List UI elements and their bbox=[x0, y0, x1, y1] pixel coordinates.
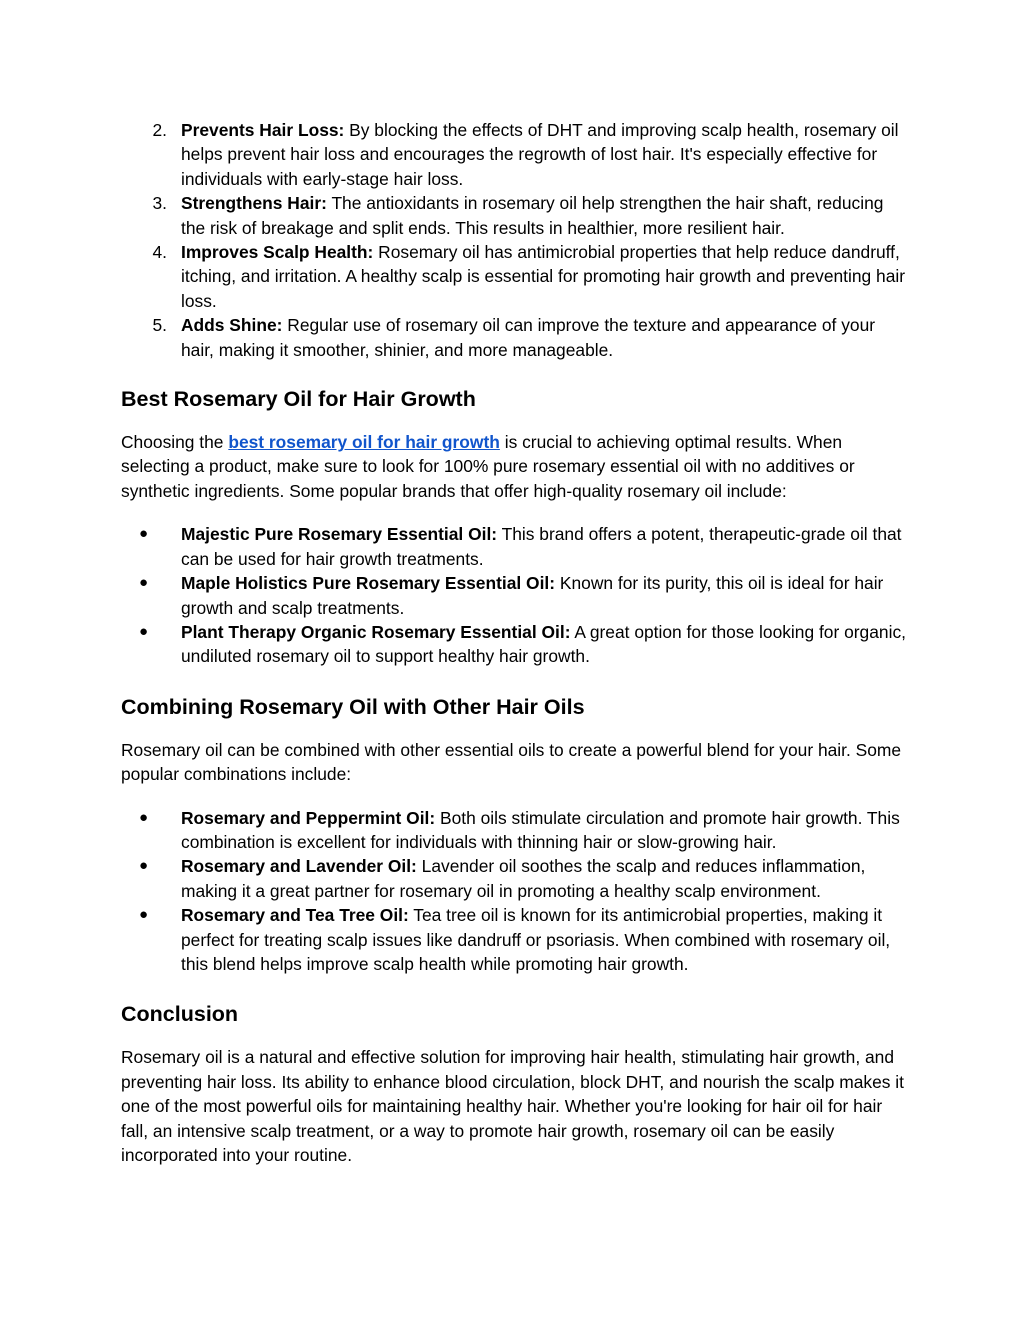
list-item-term: Rosemary and Peppermint Oil: bbox=[181, 807, 436, 828]
list-item bbox=[121, 118, 911, 191]
list-item bbox=[121, 313, 911, 362]
list-number: 5. bbox=[152, 315, 167, 336]
list-item-text: The antioxidants in rosemary oil help strengthen the hair shaft, reducing the risk of breakage and split ends. This results in healthier, more resilient hair. bbox=[181, 193, 884, 238]
list-item bbox=[121, 522, 911, 571]
benefits-numbered-list bbox=[121, 118, 911, 362]
list-item-text: By blocking the effects of DHT and improving scalp health, rosemary oil helps prevent hair loss and encourages the regrowth of lost hair. It's especially effective for individuals with early-stage hair loss. bbox=[181, 120, 899, 189]
list-item-term: Strengthens Hair: bbox=[181, 193, 327, 214]
list-item bbox=[121, 806, 911, 855]
list-item-term: Rosemary and Lavender Oil: bbox=[181, 856, 417, 877]
list-item-term: Majestic Pure Rosemary Essential Oil: bbox=[181, 524, 498, 545]
list-item-text: Regular use of rosemary oil can improve the texture and appearance of your hair, making it smoother, shinier, and more manageable. bbox=[181, 315, 876, 360]
bullet-icon: ● bbox=[139, 574, 149, 592]
list-item bbox=[121, 903, 911, 976]
list-item-term: Adds Shine: bbox=[181, 315, 283, 336]
document-body bbox=[121, 118, 911, 1167]
best-oil-intro-paragraph bbox=[121, 430, 911, 503]
bullet-icon: ● bbox=[139, 857, 149, 875]
list-item-text: A great option for those looking for organic, undiluted rosemary oil to support healthy hair growth. bbox=[181, 621, 906, 667]
intro-text-after-link: is crucial to achieving optimal results. When selecting a product, make sure to look for 100% pure rosemary essential oil with no additives or synthetic ingredients. Some popular brands that offer high-quality rosemary oil include: bbox=[121, 432, 855, 501]
brands-bullet-list bbox=[121, 522, 911, 668]
section-heading-best-rosemary-oil: Best Rosemary Oil for Hair Growth bbox=[121, 387, 476, 412]
list-item bbox=[121, 854, 911, 903]
section-heading-combining-oils: Combining Rosemary Oil with Other Hair Oils bbox=[121, 694, 585, 719]
list-item bbox=[121, 620, 911, 669]
list-item-text: Lavender oil soothes the scalp and reduces inflammation, making it a great partner for rosemary oil in promoting a healthy scalp environment. bbox=[181, 856, 866, 901]
bullet-icon: ● bbox=[139, 808, 149, 826]
bullet-icon: ● bbox=[139, 622, 149, 640]
list-number: 3. bbox=[152, 193, 167, 214]
bullet-icon: ● bbox=[139, 906, 149, 924]
list-item-term: Maple Holistics Pure Rosemary Essential Oil: bbox=[181, 573, 556, 594]
conclusion-paragraph: Rosemary oil is a natural and effective solution for improving hair health, stimulating hair growth, and preventing hair loss. Its ability to enhance blood circulation, block DHT, and nourish the scalp makes it one of the most powerful oils for maintaining healthy hair. Whether you're looking for hair oil for hair fall, an intensive scalp treatment, or a way to promote hair growth, rosemary oil can be easily incorporated into your routine. bbox=[121, 1047, 904, 1165]
list-item bbox=[121, 191, 911, 240]
best-rosemary-oil-link[interactable]: best rosemary oil for hair growth bbox=[228, 432, 500, 453]
list-item bbox=[121, 240, 911, 313]
intro-text-before-link: Choosing the bbox=[121, 432, 229, 453]
list-item-text: Rosemary oil has antimicrobial properties that help reduce dandruff, itching, and irritation. A healthy scalp is essential for promoting hair growth and preventing hair loss. bbox=[181, 242, 906, 311]
list-item-text: This brand offers a potent, therapeutic-grade oil that can be used for hair growth treatments. bbox=[181, 524, 902, 569]
list-item-term: Prevents Hair Loss: bbox=[181, 120, 345, 140]
combinations-bullet-list bbox=[121, 806, 911, 977]
list-item-text: Both oils stimulate circulation and promote hair growth. This combination is excellent for individuals with thinning hair or slow-growing hair. bbox=[181, 807, 900, 852]
section-heading-conclusion: Conclusion bbox=[121, 1002, 239, 1027]
list-number: 2. bbox=[152, 120, 167, 140]
combining-intro-paragraph: Rosemary oil can be combined with other essential oils to create a powerful blend for your hair. Some popular combinations include: bbox=[121, 739, 902, 785]
list-item bbox=[121, 571, 911, 620]
list-number: 4. bbox=[152, 242, 167, 263]
bullet-icon: ● bbox=[139, 525, 149, 543]
list-item-term: Plant Therapy Organic Rosemary Essential Oil: bbox=[181, 621, 571, 642]
list-item-text: Known for its purity, this oil is ideal for hair growth and scalp treatments. bbox=[181, 573, 884, 618]
list-item-term: Rosemary and Tea Tree Oil: bbox=[181, 905, 409, 926]
list-item-term: Improves Scalp Health: bbox=[181, 242, 374, 263]
list-item-text: Tea tree oil is known for its antimicrobial properties, making it perfect for treating scalp issues like dandruff or psoriasis. When combined with rosemary oil, this blend helps improve scalp health while promoting hair growth. bbox=[181, 905, 891, 974]
